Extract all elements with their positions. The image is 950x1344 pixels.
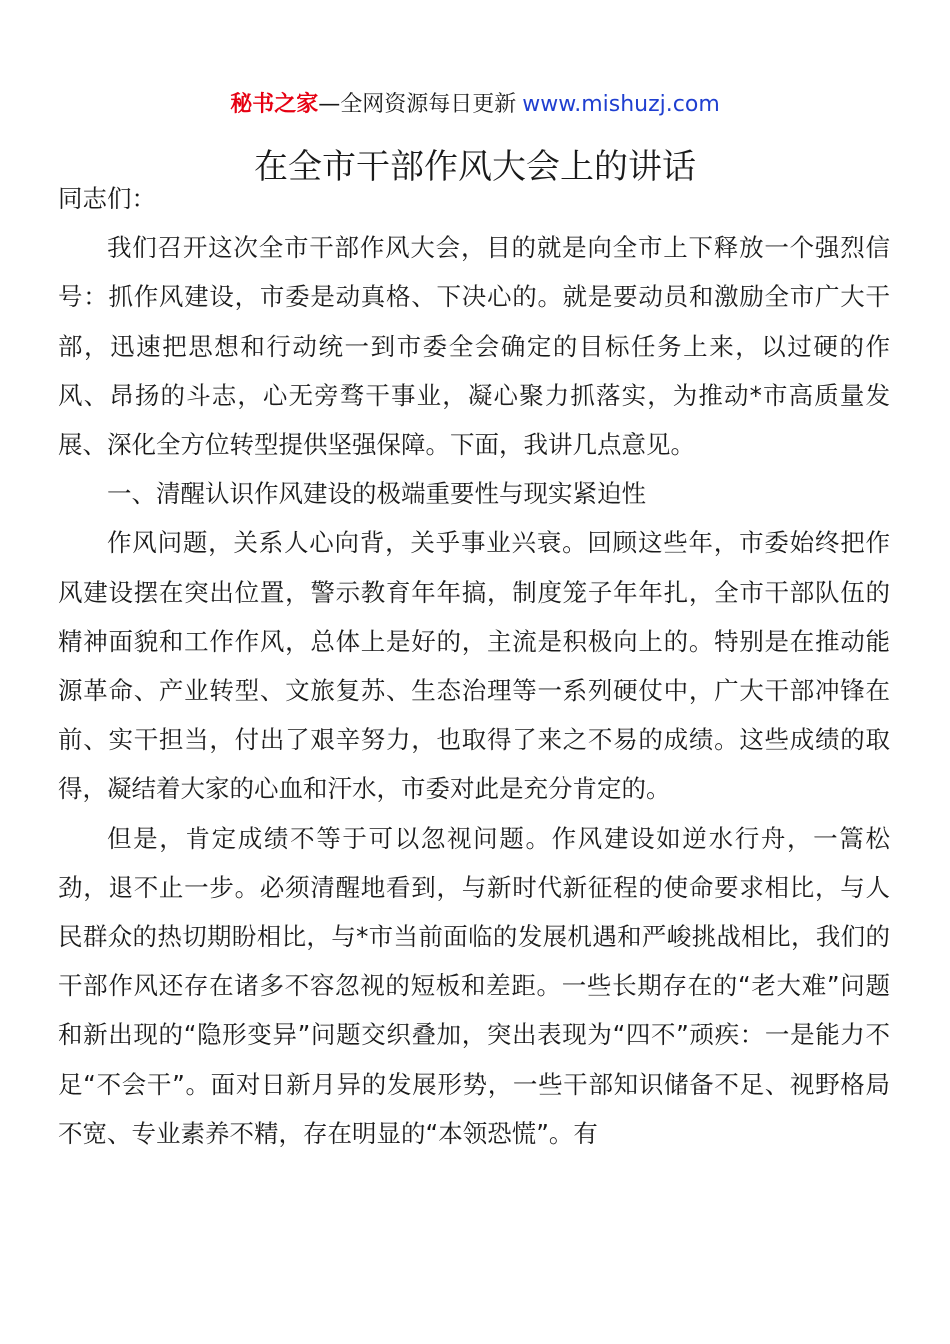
document-title: 在全市干部作风大会上的讲话 (254, 147, 696, 187)
brand-name: 秘书之家 (230, 92, 319, 117)
site-header (0, 88, 950, 122)
site-url-link[interactable]: www.mishuzj.com (522, 92, 720, 117)
section-heading: 一、清醒认识作风建设的极端重要性与现实紧迫性 (107, 479, 646, 509)
document-body (58, 174, 890, 1158)
header-slogan: —全网资源每日更新 (318, 92, 517, 117)
paragraph: 但是，肯定成绩不等于可以忽视问题。作风建设如逆水行舟，一篙松劲，退不止一步。必须清醒地看到，与新时代新征程的使命要求相比，与人民群众的热切期盼相比，与*市当前面临的发展机遇和严峻挑战相比，我们的干部作风还存在诸多不容忽视的短板和差距。一些长期存在的“老大难”问题和新出现的“隐形变异”问题交织叠加，突出表现为“四不”顽疾：一是能力不足“不会干”。面对日新月异的发展形势，一些干部知识储备不足、视野格局不宽、专业素养不精，存在明显的“本领恐慌”。有 (58, 823, 890, 1148)
paragraph: 作风问题，关系人心向背，关乎事业兴衰。回顾这些年，市委始终把作风建设摆在突出位置，警示教育年年搞，制度笼子年年扎，全市干部队伍的精神面貌和工作作风，总体上是好的，主流是积极向上的。特别是在推动能源革命、产业转型、文旅复苏、生态治理等一系列硬仗中，广大干部冲锋在前、实干担当，付出了艰辛努力，也取得了来之不易的成绩。这些成绩的取得，凝结着大家的心血和汗水，市委对此是充分肯定的。 (58, 528, 890, 804)
paragraph: 我们召开这次全市干部作风大会，目的就是向全市上下释放一个强烈信号：抓作风建设，市委是动真格、下决心的。就是要动员和激励全市广大干部，迅速把思想和行动统一到市委全会确定的目标任务上来，以过硬的作风、昂扬的斗志，心无旁骛干事业，凝心聚力抓落实，为推动*市高质量发展、深化全方位转型提供坚强保障。下面，我讲几点意见。 (58, 233, 890, 460)
salutation: 同志们： (58, 184, 156, 213)
